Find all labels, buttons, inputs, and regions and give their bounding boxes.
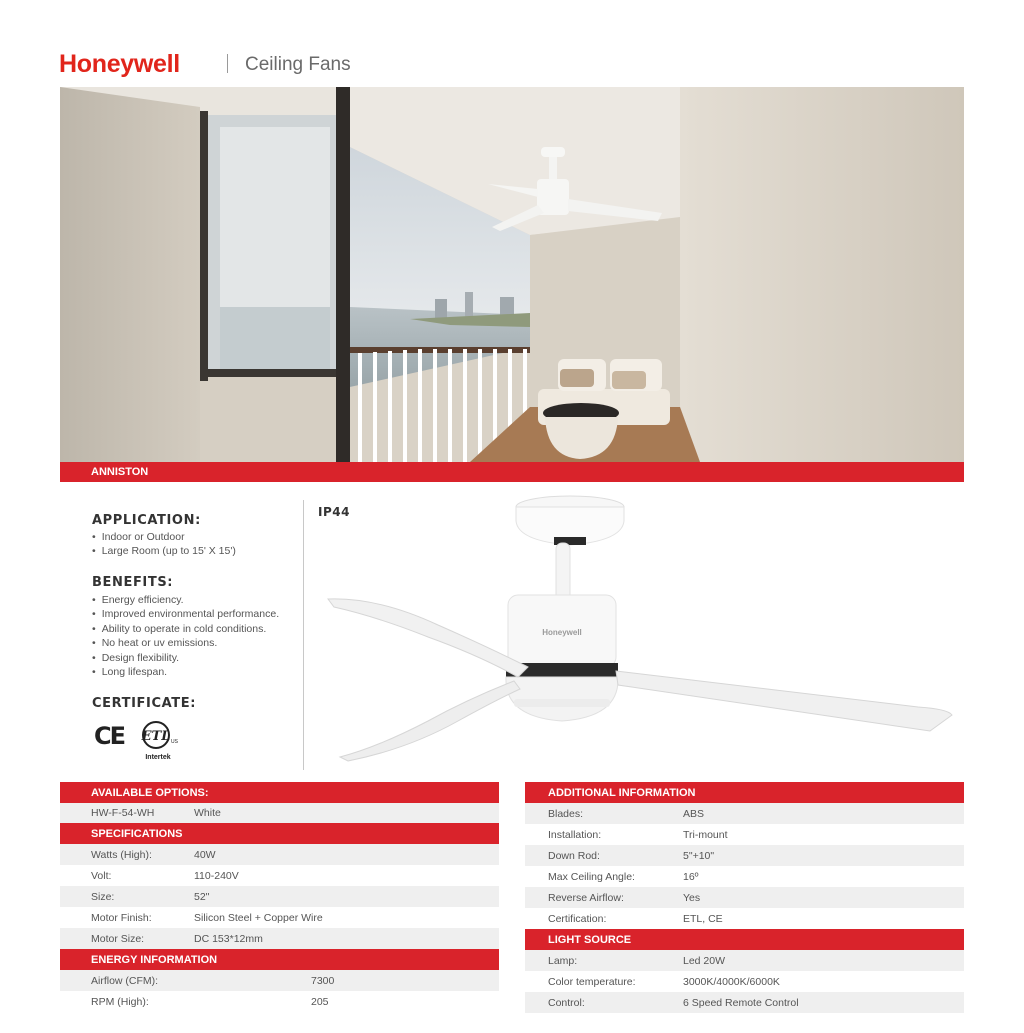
row-label: Lamp: <box>548 954 578 967</box>
row-value: 3000K/4000K/6000K <box>683 975 780 988</box>
row-label: Color temperature: <box>548 975 636 988</box>
table-row <box>525 887 964 908</box>
row-label: Size: <box>91 890 115 903</box>
table-row <box>60 844 499 865</box>
list-item: • Design flexibility. <box>92 651 279 665</box>
row-value: 205 <box>311 995 329 1008</box>
section-title: SPECIFICATIONS <box>91 827 183 840</box>
etl-listed-icon <box>140 715 184 763</box>
table-row <box>60 803 499 823</box>
product-name-bar <box>60 462 964 482</box>
table-row <box>525 803 964 824</box>
row-value: Led 20W <box>683 954 726 967</box>
section-title: ENERGY INFORMATION <box>91 953 218 966</box>
application-heading: APPLICATION: <box>92 513 201 528</box>
table-row <box>525 908 964 929</box>
table-row <box>525 992 964 1013</box>
row-value: Tri-mount <box>683 828 728 841</box>
row-label: Reverse Airflow: <box>548 891 624 904</box>
row-value: ETL, CE <box>683 912 723 925</box>
table-row <box>60 886 499 907</box>
fan-brand-label: Honeywell <box>542 628 582 637</box>
list-item: • Ability to operate in cold conditions. <box>92 622 279 636</box>
certificate-heading: CERTIFICATE: <box>92 696 197 711</box>
row-value: Silicon Steel + Copper Wire <box>194 911 323 924</box>
energy-information-header <box>60 949 499 970</box>
row-value: Yes <box>683 891 701 904</box>
etl-mark-text: ETL <box>141 729 171 744</box>
etl-us-text: US <box>171 739 178 745</box>
row-value: 16º <box>683 870 699 883</box>
benefits-list <box>92 593 279 679</box>
spec-table-left <box>60 782 499 1012</box>
benefits-heading: BENEFITS: <box>92 575 174 590</box>
list-item: • Energy efficiency. <box>92 593 279 607</box>
row-label: Airflow (CFM): <box>91 974 159 987</box>
list-item: • Large Room (up to 15' X 15') <box>92 544 236 558</box>
list-item: • Indoor or Outdoor <box>92 530 236 544</box>
row-label: Certification: <box>548 912 607 925</box>
row-value: 52" <box>194 890 210 903</box>
table-row <box>525 971 964 992</box>
section-title: AVAILABLE OPTIONS: <box>91 786 209 799</box>
row-value: 5"+10" <box>683 849 715 862</box>
ce-mark-icon: CE <box>94 722 125 750</box>
row-label: Motor Finish: <box>91 911 152 924</box>
spec-table-right <box>525 782 964 1012</box>
row-label: HW-F-54-WH <box>91 807 155 819</box>
table-row <box>525 845 964 866</box>
row-value: 110-240V <box>194 869 239 882</box>
specifications-header <box>60 823 499 844</box>
ceiling-fan-image <box>318 485 958 770</box>
row-value: White <box>194 807 221 819</box>
row-value: 40W <box>194 848 216 861</box>
category-title: Ceiling Fans <box>245 54 351 75</box>
row-value: 6 Speed Remote Control <box>683 996 799 1009</box>
hero-photo <box>60 87 964 462</box>
section-divider <box>303 500 304 770</box>
etl-intertek-text: Intertek <box>145 754 171 761</box>
table-row <box>525 824 964 845</box>
product-name: ANNISTON <box>91 466 149 478</box>
row-value: ABS <box>683 807 705 820</box>
row-label: Watts (High): <box>91 848 152 861</box>
row-label: Motor Size: <box>91 932 145 945</box>
brand-logo: Honeywell <box>59 50 180 78</box>
row-label: RPM (High): <box>91 995 149 1008</box>
table-row <box>60 970 499 991</box>
section-title: ADDITIONAL INFORMATION <box>548 786 696 799</box>
table-row <box>525 950 964 971</box>
additional-information-header <box>525 782 964 803</box>
list-item: • No heat or uv emissions. <box>92 636 279 650</box>
application-list <box>92 530 236 559</box>
row-label: Volt: <box>91 869 112 882</box>
table-row <box>525 866 964 887</box>
row-label: Max Ceiling Angle: <box>548 870 635 883</box>
row-value: DC 153*12mm <box>194 932 263 945</box>
header-divider <box>227 54 228 73</box>
row-label: Installation: <box>548 828 602 841</box>
list-item: • Improved environmental performance. <box>92 607 279 621</box>
available-options-header <box>60 782 499 803</box>
row-label: Control: <box>548 996 585 1009</box>
list-item: • Long lifespan. <box>92 665 279 679</box>
light-source-header <box>525 929 964 950</box>
row-label: Blades: <box>548 807 584 820</box>
row-label: Down Rod: <box>548 849 600 862</box>
table-row <box>60 907 499 928</box>
row-value: 7300 <box>311 974 335 987</box>
table-row <box>60 991 499 1012</box>
table-row <box>60 928 499 949</box>
table-row <box>60 865 499 886</box>
ip-rating: IP44 <box>318 505 350 519</box>
section-title: LIGHT SOURCE <box>548 933 632 946</box>
